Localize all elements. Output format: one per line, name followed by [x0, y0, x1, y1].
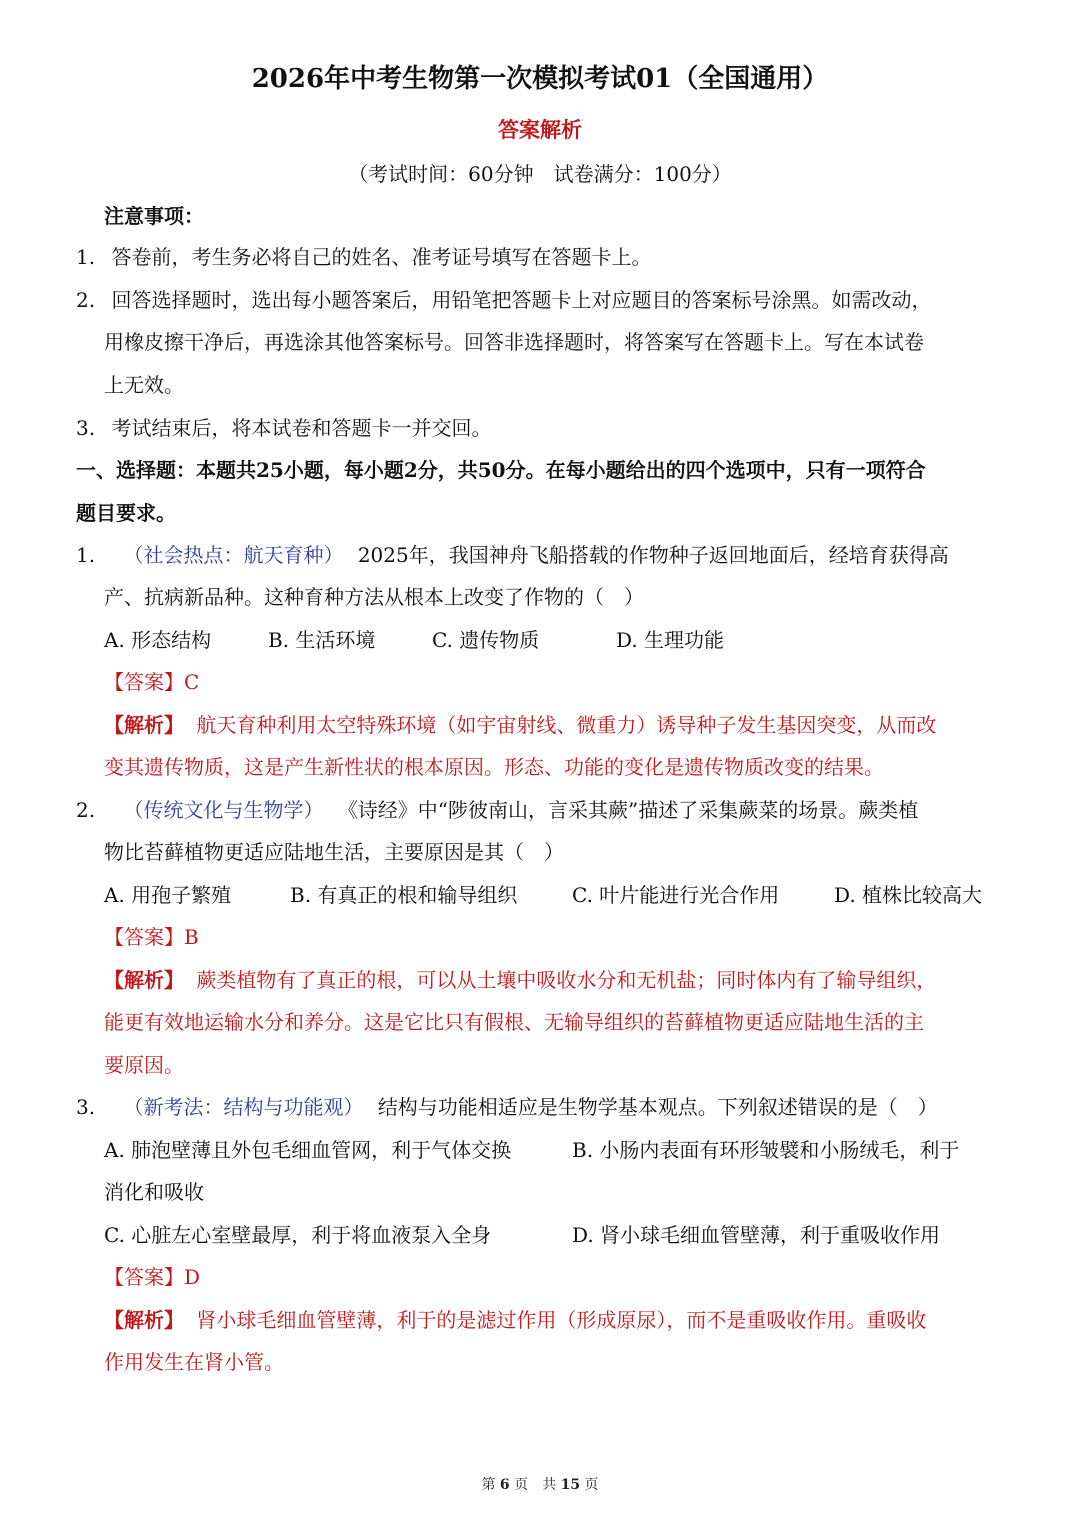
answer-label: 【答案】 — [104, 925, 184, 949]
analysis-line-2: 变其遗传物质，这是产生新性状的根本原因。形态、功能的变化是遗传物质改变的结果。 — [104, 755, 884, 779]
note-number: 2. — [76, 288, 96, 312]
analysis-text: 航天育种利用太空特殊环境（如宇宙射线、微重力）诱导种子发生基因突变，从而改 — [196, 713, 937, 737]
option-d: D. 生理功能 — [616, 628, 725, 652]
analysis-line-3: 要原因。 — [104, 1053, 184, 1077]
question-stem-line-2: 产、抗病新品种。这种育种方法从根本上改变了作物的（ ） — [104, 585, 644, 609]
option-b: B. 有真正的根和输导组织 — [290, 883, 518, 907]
note-number: 3. — [76, 416, 96, 440]
answer-value: D — [184, 1265, 201, 1289]
note-2-line-3: 上无效。 — [104, 373, 184, 397]
question-topic-tag: （新考法：结构与功能观） — [123, 1095, 364, 1119]
answer-analysis-subtitle: 答案解析 — [498, 117, 582, 142]
option-d: D. 肾小球毛细血管壁薄，利于重吸收作用 — [572, 1223, 941, 1247]
option-b-line-2: 消化和吸收 — [104, 1180, 204, 1204]
note-2-line-2: 用橡皮擦干净后，再选涂其他答案标号。回答非选择题时，将答案写在答题卡上。写在本试卷 — [104, 330, 924, 354]
analysis-text: 蕨类植物有了真正的根，可以从土壤中吸收水分和无机盐；同时体内有了输导组织， — [196, 968, 937, 992]
answer — [104, 1256, 200, 1298]
option-c: C. 遗传物质 — [432, 628, 540, 652]
exam-info: （考试时间：60分钟 试卷满分：100分） — [348, 162, 732, 186]
question-1 — [76, 534, 949, 576]
note-text: 回答选择题时，选出每小题答案后，用铅笔把答题卡上对应题目的答案标号涂黑。如需改动， — [111, 288, 932, 312]
question-topic-tag: （社会热点：航天育种） — [123, 543, 344, 567]
note-2 — [76, 279, 931, 321]
footer-mid: 页 共 — [514, 1477, 557, 1493]
analysis — [104, 959, 936, 1001]
question-stem-line-2: 物比苔藓植物更适应陆地生活，主要原因是其（ ） — [104, 840, 564, 864]
analysis-line-2: 能更有效地运输水分和养分。这是它比只有假根、无输导组织的苔藓植物更适应陆地生活的主 — [104, 1010, 924, 1034]
current-page-number: 6 — [499, 1477, 510, 1493]
note-text: 答卷前，考生务必将自己的姓名、准考证号填写在答题卡上。 — [111, 245, 652, 269]
answer — [104, 661, 199, 703]
question-number: 1. — [76, 543, 96, 567]
footer-prefix: 第 — [481, 1477, 496, 1493]
footer-suffix: 页 — [584, 1477, 599, 1493]
page-title: 2026年中考生物第一次模拟考试01（全国通用） — [251, 64, 829, 94]
option-a: A. 用孢子繁殖 — [104, 883, 232, 907]
question-2 — [76, 789, 918, 831]
question-3 — [76, 1086, 938, 1128]
question-topic-tag: （传统文化与生物学） — [123, 798, 324, 822]
question-stem: 结构与功能相适应是生物学基本观点。下列叙述错误的是（ ） — [377, 1095, 938, 1119]
analysis-label: 【解析】 — [104, 968, 184, 992]
total-pages: 15 — [560, 1477, 581, 1493]
answer-value: B — [184, 925, 199, 949]
note-1 — [76, 236, 651, 278]
answer-value: C — [184, 670, 200, 694]
option-b: B. 小肠内表面有环形皱襞和小肠绒毛，利于 — [572, 1138, 960, 1162]
question-stem: 2025年，我国神舟飞船搭载的作物种子返回地面后，经培育获得高 — [357, 543, 949, 567]
option-c: C. 心脏左心室壁最厚，利于将血液泵入全身 — [104, 1223, 492, 1247]
analysis — [104, 1299, 926, 1341]
analysis — [104, 704, 936, 746]
option-b: B. 生活环境 — [268, 628, 376, 652]
notes-heading: 注意事项： — [104, 204, 204, 228]
note-text: 考试结束后，将本试卷和答题卡一并交回。 — [111, 416, 492, 440]
answer — [104, 916, 199, 958]
analysis-line-2: 作用发生在肾小管。 — [104, 1350, 284, 1374]
note-3 — [76, 407, 491, 449]
option-d: D. 植株比较高大 — [834, 883, 983, 907]
question-number: 3. — [76, 1095, 96, 1119]
analysis-text: 肾小球毛细血管壁薄，利于的是滤过作用（形成原尿），而不是重吸收作用。重吸收 — [196, 1308, 927, 1332]
option-a: A. 形态结构 — [104, 628, 212, 652]
section-heading: 一、选择题：本题共25小题，每小题2分，共50分。在每小题给出的四个选项中，只有一项符合 — [76, 458, 926, 482]
page-footer — [0, 1474, 1080, 1494]
answer-label: 【答案】 — [104, 670, 184, 694]
option-c: C. 叶片能进行光合作用 — [572, 883, 780, 907]
note-number: 1. — [76, 245, 96, 269]
question-stem: 《诗经》中“陟彼南山，言采其蕨”描述了采集蕨菜的场景。蕨类植 — [337, 798, 919, 822]
option-a: A. 肺泡壁薄且外包毛细血管网，利于气体交换 — [104, 1138, 512, 1162]
analysis-label: 【解析】 — [104, 1308, 184, 1332]
answer-label: 【答案】 — [104, 1265, 184, 1289]
section-heading-line-2: 题目要求。 — [76, 501, 176, 525]
question-number: 2. — [76, 798, 96, 822]
analysis-label: 【解析】 — [104, 713, 184, 737]
